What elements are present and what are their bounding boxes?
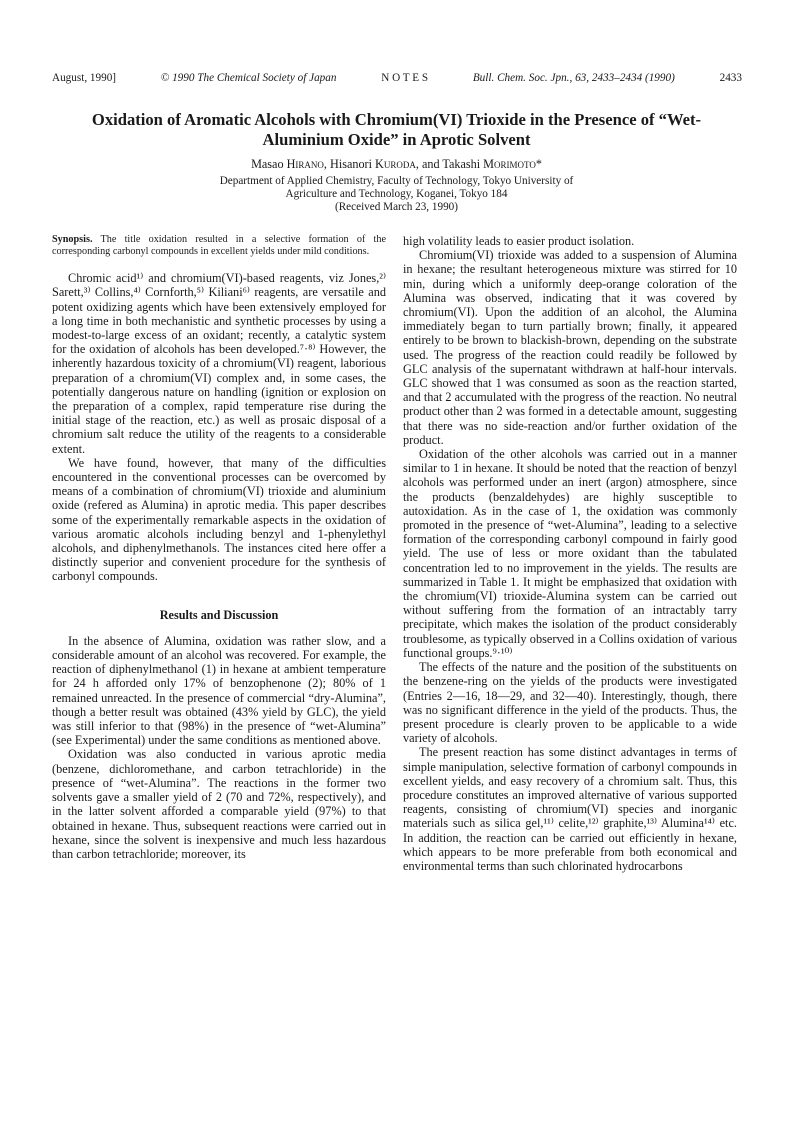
- paragraph: high volatility leads to easier product isolation.: [403, 234, 635, 248]
- paragraph: Oxidation of the other alcohols was carried out in a manner similar to 1 in hexane. It should be noted that the reaction of benzyl alcohols was performed under an inert (argon) atmosphere, since the products (benzaldehydes) are highly susceptible to autoxidation. As in the case of 1, the oxidation was commonly promoted in the presence of “wet-Alumina”, leading to a selective formation of the corresponding carbonyl compound in fairly good yield. The use of less or more oxidant than the tabulated concentration led to no improvement in the yields. The results are summarized in Table 1. It might be emphasized that oxidation with the chromium(VI) trioxide-Alumina system can be carried out without suffering from the formation of an intractably tarry precipitate, which makes the isolation of the product considerably troublesome, as typically observed in a Collins oxidation of various functional groups.⁹·¹⁰⁾: [403, 447, 737, 660]
- citation: Bull. Chem. Soc. Jpn., 63, 2433–2434 (1990): [472, 72, 675, 84]
- paragraph: The effects of the nature and the position of the substituents on the benzene-ring on the yields of the products were investigated (Entries 2—16, 18—29, and 32—40). Interestingly, though, there was no significant difference in the yield of the products. Thus, the present procedure is clearly proven to be applicable to a wide variety of alcohols.: [403, 660, 737, 746]
- running-head: [52, 72, 742, 84]
- page-number: 2433: [719, 72, 742, 84]
- affiliation: Department of Applied Chemistry, Faculty of Technology, Tokyo University of Agriculture and Technology, Koganei, Tokyo 184 (Received March 23, 1990): [60, 175, 733, 215]
- received-date: (Received March 23, 1990): [334, 201, 459, 214]
- paragraph: The present reaction has some distinct advantages in terms of simple manipulation, selective formation of carbonyl compounds in excellent yields, and easy recovery of a chromium salt. Thus, this procedure constitutes an improved alternative of various supported reagents, consisting of chromium(VI) species and inorganic materials such as silica gel,¹¹⁾ celite,¹²⁾ graphite,¹³⁾ Alumina¹⁴⁾ etc. In addition, the reaction can be carried out efficiently in hexane, which appears to be more preferable from both economical and environmental terms than such chlorinated hydrocarbons: [403, 745, 737, 873]
- paragraph: Chromium(VI) trioxide was added to a suspension of Alumina in hexane; the resultant heterogeneous mixture was stirred for 10 min, during which a uniformly deep-orange coloration of the Alumina was observed, indicating that it was covered by chromium(VI). Upon the addition of an alcohol, the Alumina immediately began to turn partially brown; finally, it appeared entirely to be brown to blackish-brown, depending on the substrate used. The progress of the reaction could readily be followed by GLC analysis of the supernatant withdrawn at half-hour intervals. GLC showed that 1 was consumed as soon as the reaction started, and that 2 accumulated with the progress of the reaction. No neutral product other than 2 was formed in a detectable amount, suggesting that there was no side-reaction and/or further oxidation of the product.: [403, 248, 737, 447]
- article-title: Oxidation of Aromatic Alcohols with Chromium(VI) Trioxide in the Presence of “Wet-Aluminium Oxide” in Aprotic Solvent: [91, 110, 702, 149]
- paragraph: Chromic acid¹⁾ and chromium(VI)-based reagents, viz Jones,²⁾ Sarett,³⁾ Collins,⁴⁾ Cornforth,⁵⁾ Kiliani⁶⁾ reagents, are versatile and potent oxidizing agents which have been extensively employed for a long time in both mechanistic and synthetic processes by using a modest-to-large excess of an oxidant; recently, a catalytic system for the oxidation of alcohols has been developed.⁷·⁸⁾ However, the inherently hazardous toxicity of a chromium(VI) reagent, laborious preparation of a chromium(VI) complex and, in some cases, the potentially dangerous nature on handling (ignition or explosion on the preparation of a complex, rapid temperature rise during the initial stage of the reaction, etc.) as well as prosaic disposal of a chromium salt reduce the utility of the reagents to a considerable extent.: [52, 271, 386, 456]
- paragraph: In the absence of Alumina, oxidation was rather slow, and a considerable amount of an alcohol was recovered. For example, the reaction of diphenylmethanol (1) in hexane at ambient temperature for 24 h afforded only 17% of benzophenone (2); 80% of 1 remained unreacted. In the presence of commercial “dry-Alumina”, though a better result was obtained (43% yield by GLC), the yield was still inferior to that (98%) in the presence of “wet-Alumina” (see Experimental) under the same conditions as mentioned above.: [52, 633, 386, 748]
- left-column: [52, 234, 386, 861]
- section-heading: Results and Discussion: [159, 607, 279, 622]
- issue-date: August, 1990]: [52, 72, 117, 84]
- paragraph: Oxidation was also conducted in various aprotic media (benzene, dichloromethane, and carbon tetrachloride) in the presence of “wet-Alumina”. The reactions in the former two solvents gave a smaller yield of 2 (70 and 72%, respectively), and in the latter solvent afforded a comparable yield (97%) to that obtained in hexane. Thus, subsequent reactions were carried out in hexane, since the solvent is inexpensive and much less hazardous than carbon tetrachloride; moreover, its: [52, 747, 386, 861]
- paragraph: We have found, however, that many of the difficulties encountered in the conventional processes can be overcomed by means of a combination of chromium(VI) trioxide and aluminium oxide (refered as Alumina) in aprotic media. This paper describes some of the experimentally remarkable aspects in the oxidation of various aromatic alcohols including benzyl and 1-phenylethyl alcohols, and diphenylmethanols. The instances cited here offer a distinctly superior and convenient procedure for the synthesis of carbonyl compounds.: [52, 455, 386, 584]
- synopsis: Synopsis. The title oxidation resulted in a selective formation of the corresponding carbonyl compounds in excellent yields under mild conditions.: [52, 234, 386, 257]
- author-list: Masao Hirano, Hisanori Kuroda, and Takashi Morimoto*: [251, 157, 542, 171]
- right-column: [403, 234, 737, 873]
- section-label: N O T E S: [381, 72, 429, 84]
- copyright: © 1990 The Chemical Society of Japan: [160, 72, 337, 84]
